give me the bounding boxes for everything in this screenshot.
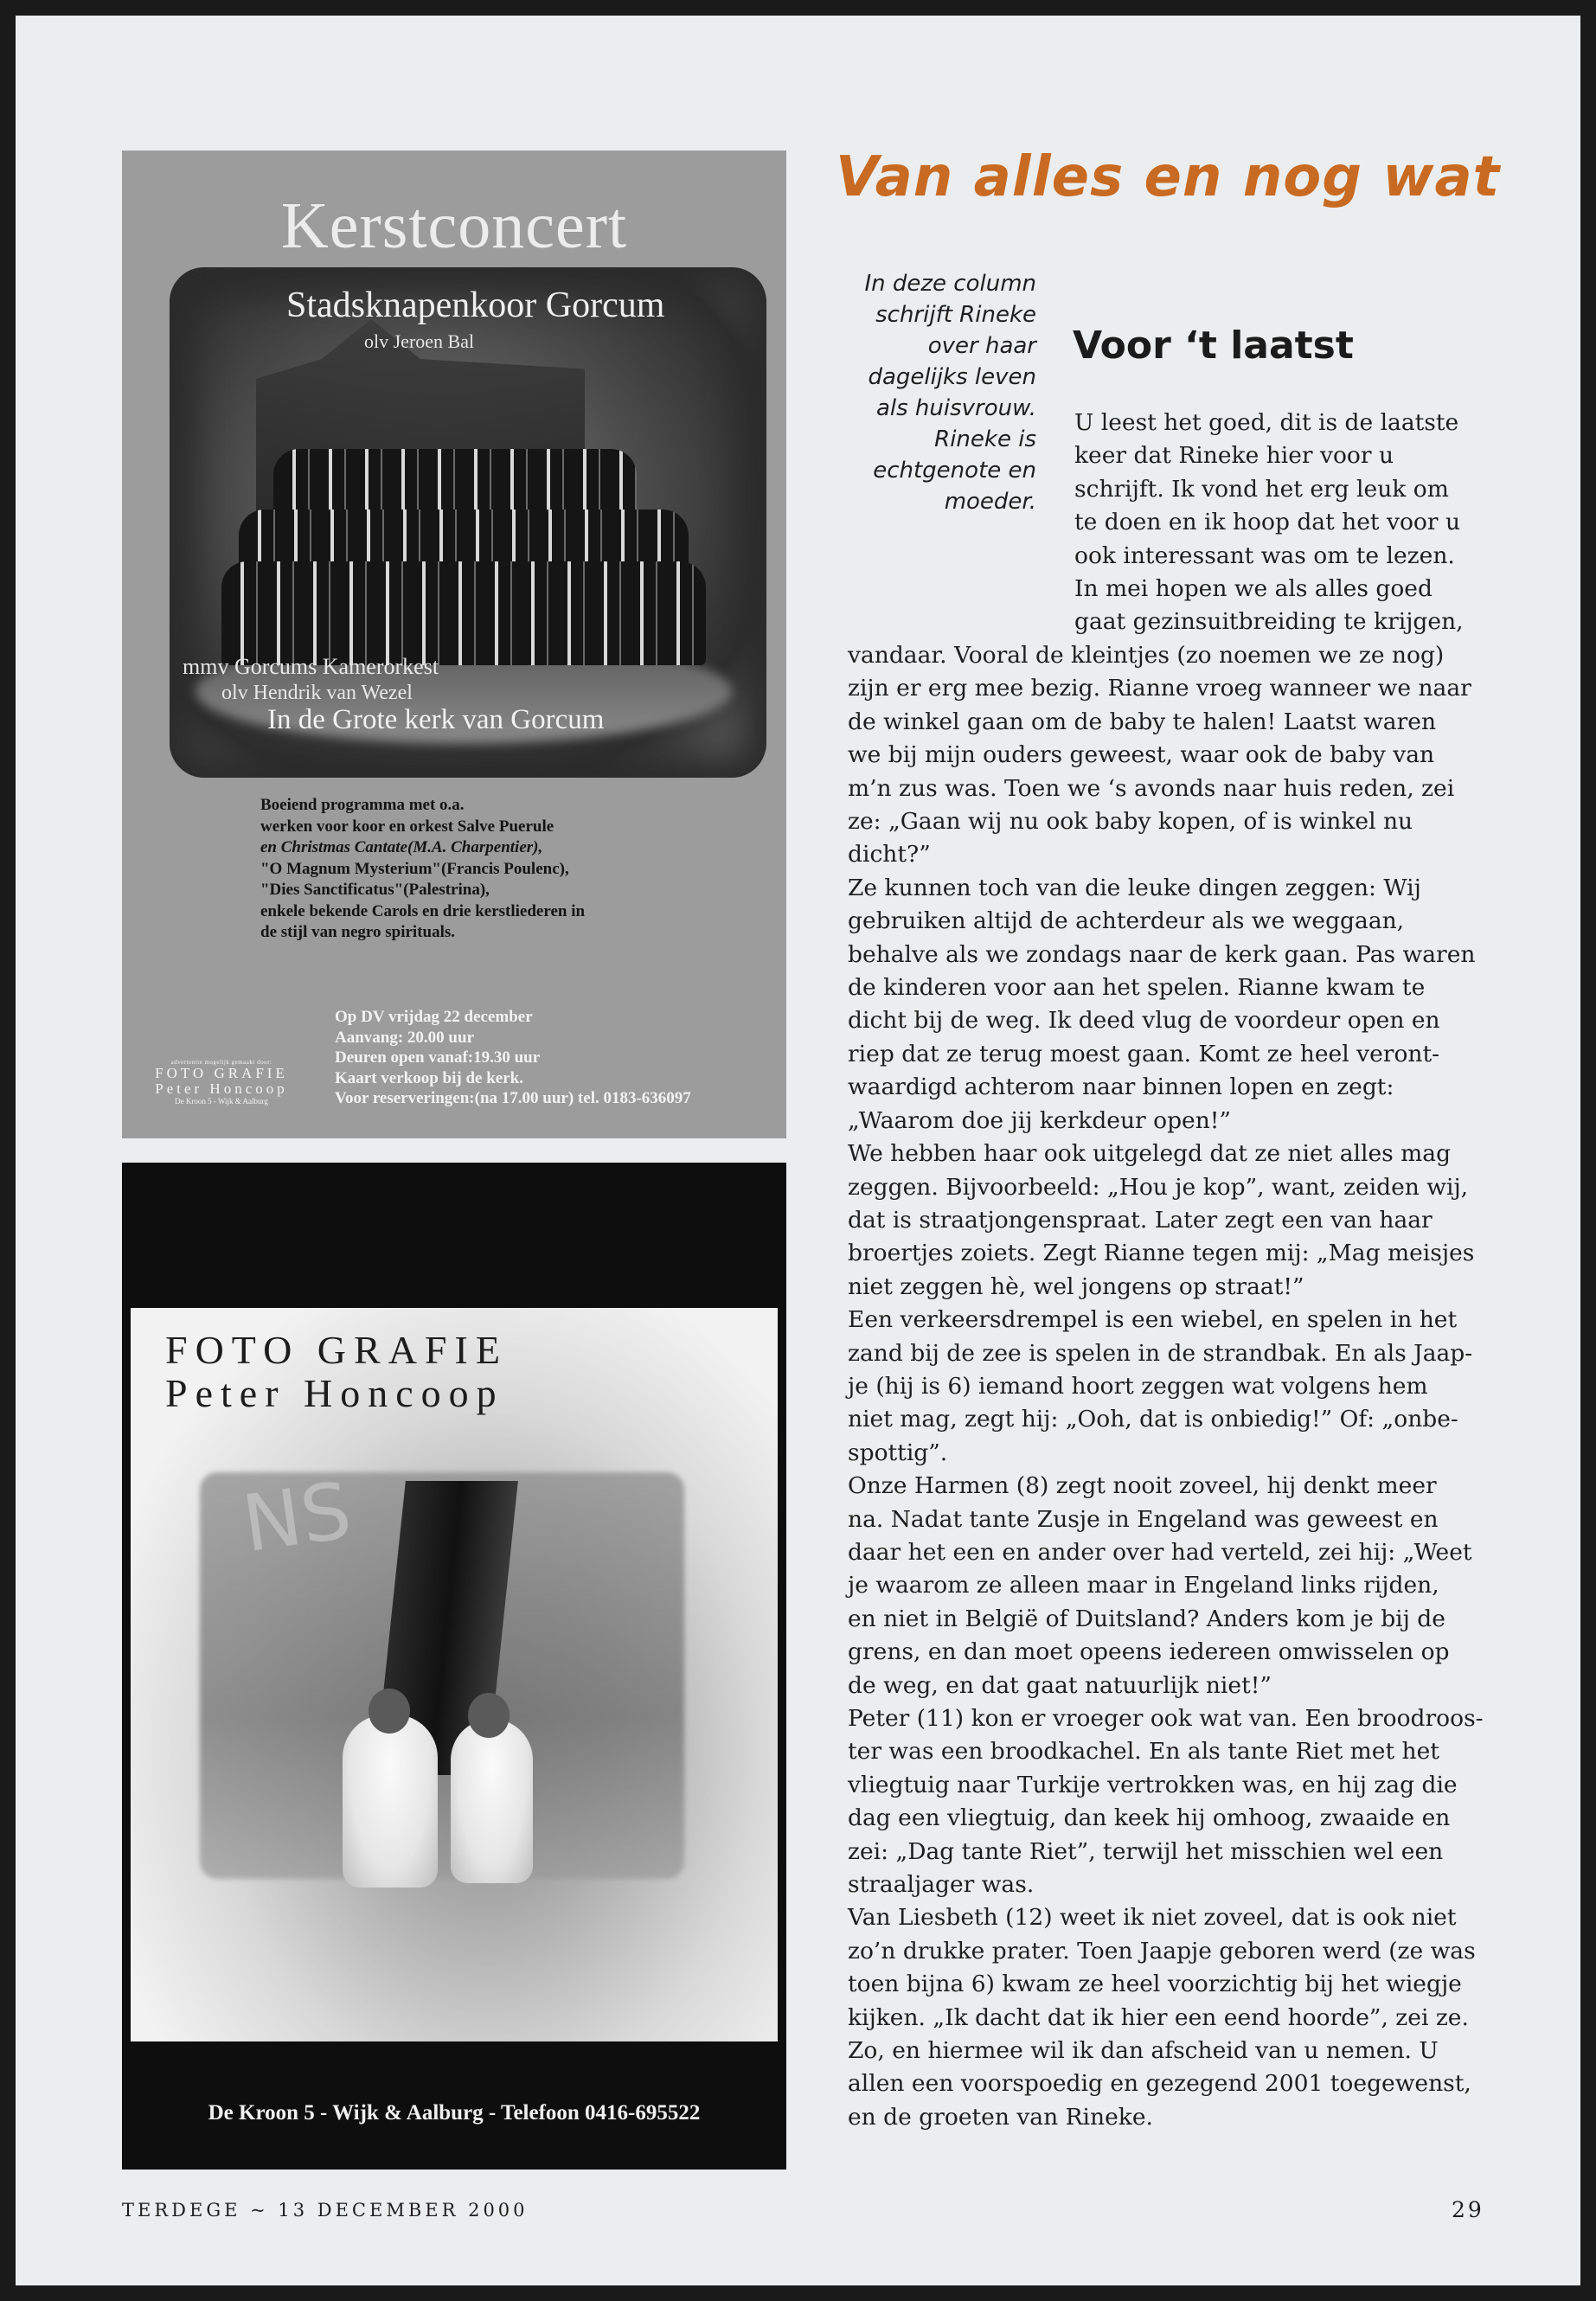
article-line: m’n zus was. Toen we ‘s avonds naar huis reden, zei (848, 774, 1455, 802)
article-line: keer dat Rineke hier voor u (1074, 442, 1394, 470)
orchestra-conductor: olv Hendrik van Wezel (221, 682, 413, 704)
photographer-name: Peter Honcoop (165, 1371, 504, 1415)
article-heading: Voor ‘t laatst (1073, 324, 1354, 368)
article-line: na. Nadat tante Zusje in Engeland was geweest en (848, 1505, 1439, 1533)
article-line: gebruiken altijd de achterdeur als we weggaan, (848, 907, 1405, 935)
article-line: de winkel gaan om de baby te halen! Laatst waren (848, 708, 1437, 735)
choir-name: Stadsknapenkoor Gorcum (286, 285, 665, 325)
photo-area (131, 1308, 778, 2041)
program-line: werken voor koor en orkest Salve Puerule (260, 817, 554, 836)
girl-figure (451, 1719, 533, 1883)
intro-line: echtgenote en (873, 458, 1036, 484)
article-line: behalve als we zondags naar de kerk gaan. Pas waren (848, 940, 1476, 968)
article-line: vliegtuig naar Turkije vertrokken was, en hij zag die (848, 1771, 1458, 1798)
article-line: kijken. „Ik dacht dat ik hier een eend hoorde”, zei ze. (848, 2003, 1469, 2031)
event-doors: Deuren open vanaf:19.30 uur (335, 1048, 541, 1067)
event-tickets: Kaart verkoop bij de kerk. (335, 1068, 523, 1087)
article-line: spottig”. (848, 1439, 948, 1466)
concert-title: Kerstconcert (280, 189, 628, 262)
article-line: gaat gezinsuitbreiding te krijgen, (1074, 608, 1464, 636)
article-line: allen een voorspoedig en gezegend 2001 toegewenst, (848, 2070, 1471, 2098)
program-line: Boeiend programma met o.a. (260, 796, 465, 814)
event-reservations: Voor reserveringen:(na 17.00 uur) tel. 0183-636097 (335, 1089, 691, 1107)
concert-advertisement (122, 151, 786, 1138)
article-line: grens, en dan moet opeens iedereen omwisselen op (848, 1638, 1450, 1666)
program-line: "Dies Sanctificatus"(Palestrina), (260, 881, 490, 899)
sponsor-name: FOTO GRAFIE (155, 1065, 288, 1081)
intro-line: moeder. (944, 489, 1036, 515)
intro-line: over haar (927, 333, 1036, 359)
article-line: zeggen. Bijvoorbeeld: „Hou je kop”, want, zeiden wij, (848, 1173, 1469, 1201)
article-line: niet zeggen hè, wel jongens op straat!” (848, 1272, 1304, 1300)
program-line: en Christmas Cantate(M.A. Charpentier), (260, 838, 543, 856)
article-line: de weg, en dat gaat natuurlijk niet!” (848, 1671, 1272, 1699)
article-line: we bij mijn ouders geweest, waar ook de baby van (848, 741, 1435, 769)
intro-line: dagelijks leven (868, 364, 1036, 390)
page-number: 29 (1452, 2197, 1484, 2222)
article-line: waardigd achterom naar binnen lopen en zegt: (848, 1074, 1394, 1101)
article-line: broertjes zoiets. Zegt Rianne tegen mij: „Mag meisjes (848, 1240, 1475, 1267)
article-line: en niet in België of Duitsland? Anders kom je bij de (848, 1605, 1445, 1632)
article-line: ter was een broodkachel. En als tante Riet met het (848, 1738, 1439, 1766)
concert-venue: In de Grote kerk van Gorcum (267, 704, 605, 735)
concert-program (260, 795, 762, 944)
program-line: enkele bekende Carols en drie kerstliederen in (260, 901, 586, 920)
magazine-page (16, 16, 1580, 2285)
article-line: straaljager was. (848, 1871, 1035, 1899)
article-line: de kinderen voor aan het spelen. Rianne kwam te (848, 974, 1426, 1002)
program-line: "O Magnum Mysterium"(Francis Poulenc), (260, 859, 569, 878)
girl-head (468, 1693, 510, 1738)
article-line: Van Liesbeth (12) weet ik niet zoveel, dat is ook niet (848, 1904, 1457, 1932)
article-line: schrijft. Ik vond het erg leuk om (1074, 475, 1449, 503)
intro-line: schrijft Rineke (875, 302, 1036, 328)
article-line: riep dat ze terug moest gaan. Komt ze heel veront- (848, 1040, 1440, 1067)
choir-conductor: olv Jeroen Bal (364, 330, 475, 352)
article-body-top (1074, 407, 1464, 639)
article-line: zo’n drukke prater. Toen Jaapje geboren werd (ze was (848, 1937, 1476, 1965)
sponsor-address: De Kroon 5 - Wijk & Aalburg (175, 1097, 268, 1106)
photography-brand: FOTO GRAFIE (165, 1328, 508, 1372)
article-body-main (848, 639, 1484, 2134)
article-line: je waarom ze alleen maar in Engeland links rijden, (848, 1572, 1439, 1599)
event-details (335, 1007, 691, 1109)
article-line: „Waarom doe jij kerkdeur open!” (848, 1106, 1231, 1134)
intro-line: Rineke is (934, 426, 1036, 452)
article-line: U leest het goed, dit is de laatste (1074, 409, 1459, 436)
article-line: je (hij is 6) iemand hoort zeggen wat volgens hem (848, 1372, 1428, 1400)
publication-footer: TERDEGE ~ 13 DECEMBER 2000 (122, 2200, 529, 2221)
article-line: zijn er erg mee bezig. Rianne vroeg wanneer we naar (848, 675, 1471, 702)
program-line: de stijl van negro spirituals. (260, 923, 456, 941)
photography-address: De Kroon 5 - Wijk & Aalburg - Telefoon 0416-695522 (208, 2101, 701, 2125)
girl-head (369, 1689, 410, 1734)
sponsor-credit (122, 1059, 321, 1106)
article-line: dicht?” (848, 841, 931, 868)
article-line: te doen en ik hoop dat het voor u (1074, 509, 1461, 536)
article-line: niet mag, zegt hij: „Ooh, dat is onbiedig!” Of: „onbe- (848, 1406, 1458, 1433)
article-line: Onze Harmen (8) zegt nooit zoveel, hij denkt meer (848, 1472, 1437, 1500)
girl-figure (343, 1715, 438, 1888)
article-line: zand bij de zee is spelen in de strandbak. En als Jaap- (848, 1339, 1473, 1367)
article-line: Ze kunnen toch van die leuke dingen zeggen: Wij (848, 874, 1421, 901)
sponsor-line: advertentie mogelijk gemaakt door: (170, 1059, 272, 1066)
event-date: Op DV vrijdag 22 december (335, 1008, 533, 1026)
choir-front-row (221, 561, 706, 665)
sponsor-owner: Peter Honcoop (155, 1080, 288, 1097)
intro-line: In deze column (864, 271, 1036, 297)
article-line: In mei hopen we als alles goed (1074, 575, 1433, 603)
orchestra-name: mmv Gorcums Kamerorkest (183, 654, 439, 679)
article-line: Een verkeersdrempel is een wiebel, en spelen in het (848, 1306, 1458, 1334)
intro-line: als huisvrouw. (875, 395, 1036, 421)
article-line: en de groeten van Rineke. (848, 2103, 1153, 2131)
article-line: We hebben haar ook uitgelegd dat ze niet alles mag (848, 1140, 1452, 1168)
article-line: daar het een en ander over had verteld, zei hij: „Weet (848, 1538, 1472, 1566)
photography-advertisement (122, 1163, 786, 2170)
article-line: dat is straatjongenspraat. Later zegt een van haar (848, 1206, 1433, 1234)
event-start: Aanvang: 20.00 uur (335, 1028, 474, 1047)
article-line: Peter (11) kon er vroeger ook wat van. Een broodroos- (848, 1705, 1484, 1732)
column-intro (839, 268, 1036, 517)
article-line: ook interessant was om te lezen. (1074, 542, 1455, 569)
article-line: dag een vliegtuig, dan keek hij omhoog, zwaaide en (848, 1804, 1451, 1832)
article-line: zei: „Dag tante Riet”, terwijl het misschien wel een (848, 1837, 1444, 1865)
article-line: vandaar. Vooral de kleintjes (zo noemen we ze nog) (848, 642, 1445, 669)
column-title: Van alles en nog wat (836, 145, 1501, 209)
article-line: Zo, en hiermee wil ik dan afscheid van u nemen. U (848, 2037, 1439, 2065)
article-line: ze: „Gaan wij nu ook baby kopen, of is winkel nu (848, 808, 1413, 836)
article-line: dicht bij de weg. Ik deed vlug de voordeur open en (848, 1007, 1440, 1035)
graffiti-text: NS (237, 1465, 357, 1571)
article-line: toen bijna 6) kwam ze heel voorzichtig bij het wiegje (848, 1971, 1462, 1998)
